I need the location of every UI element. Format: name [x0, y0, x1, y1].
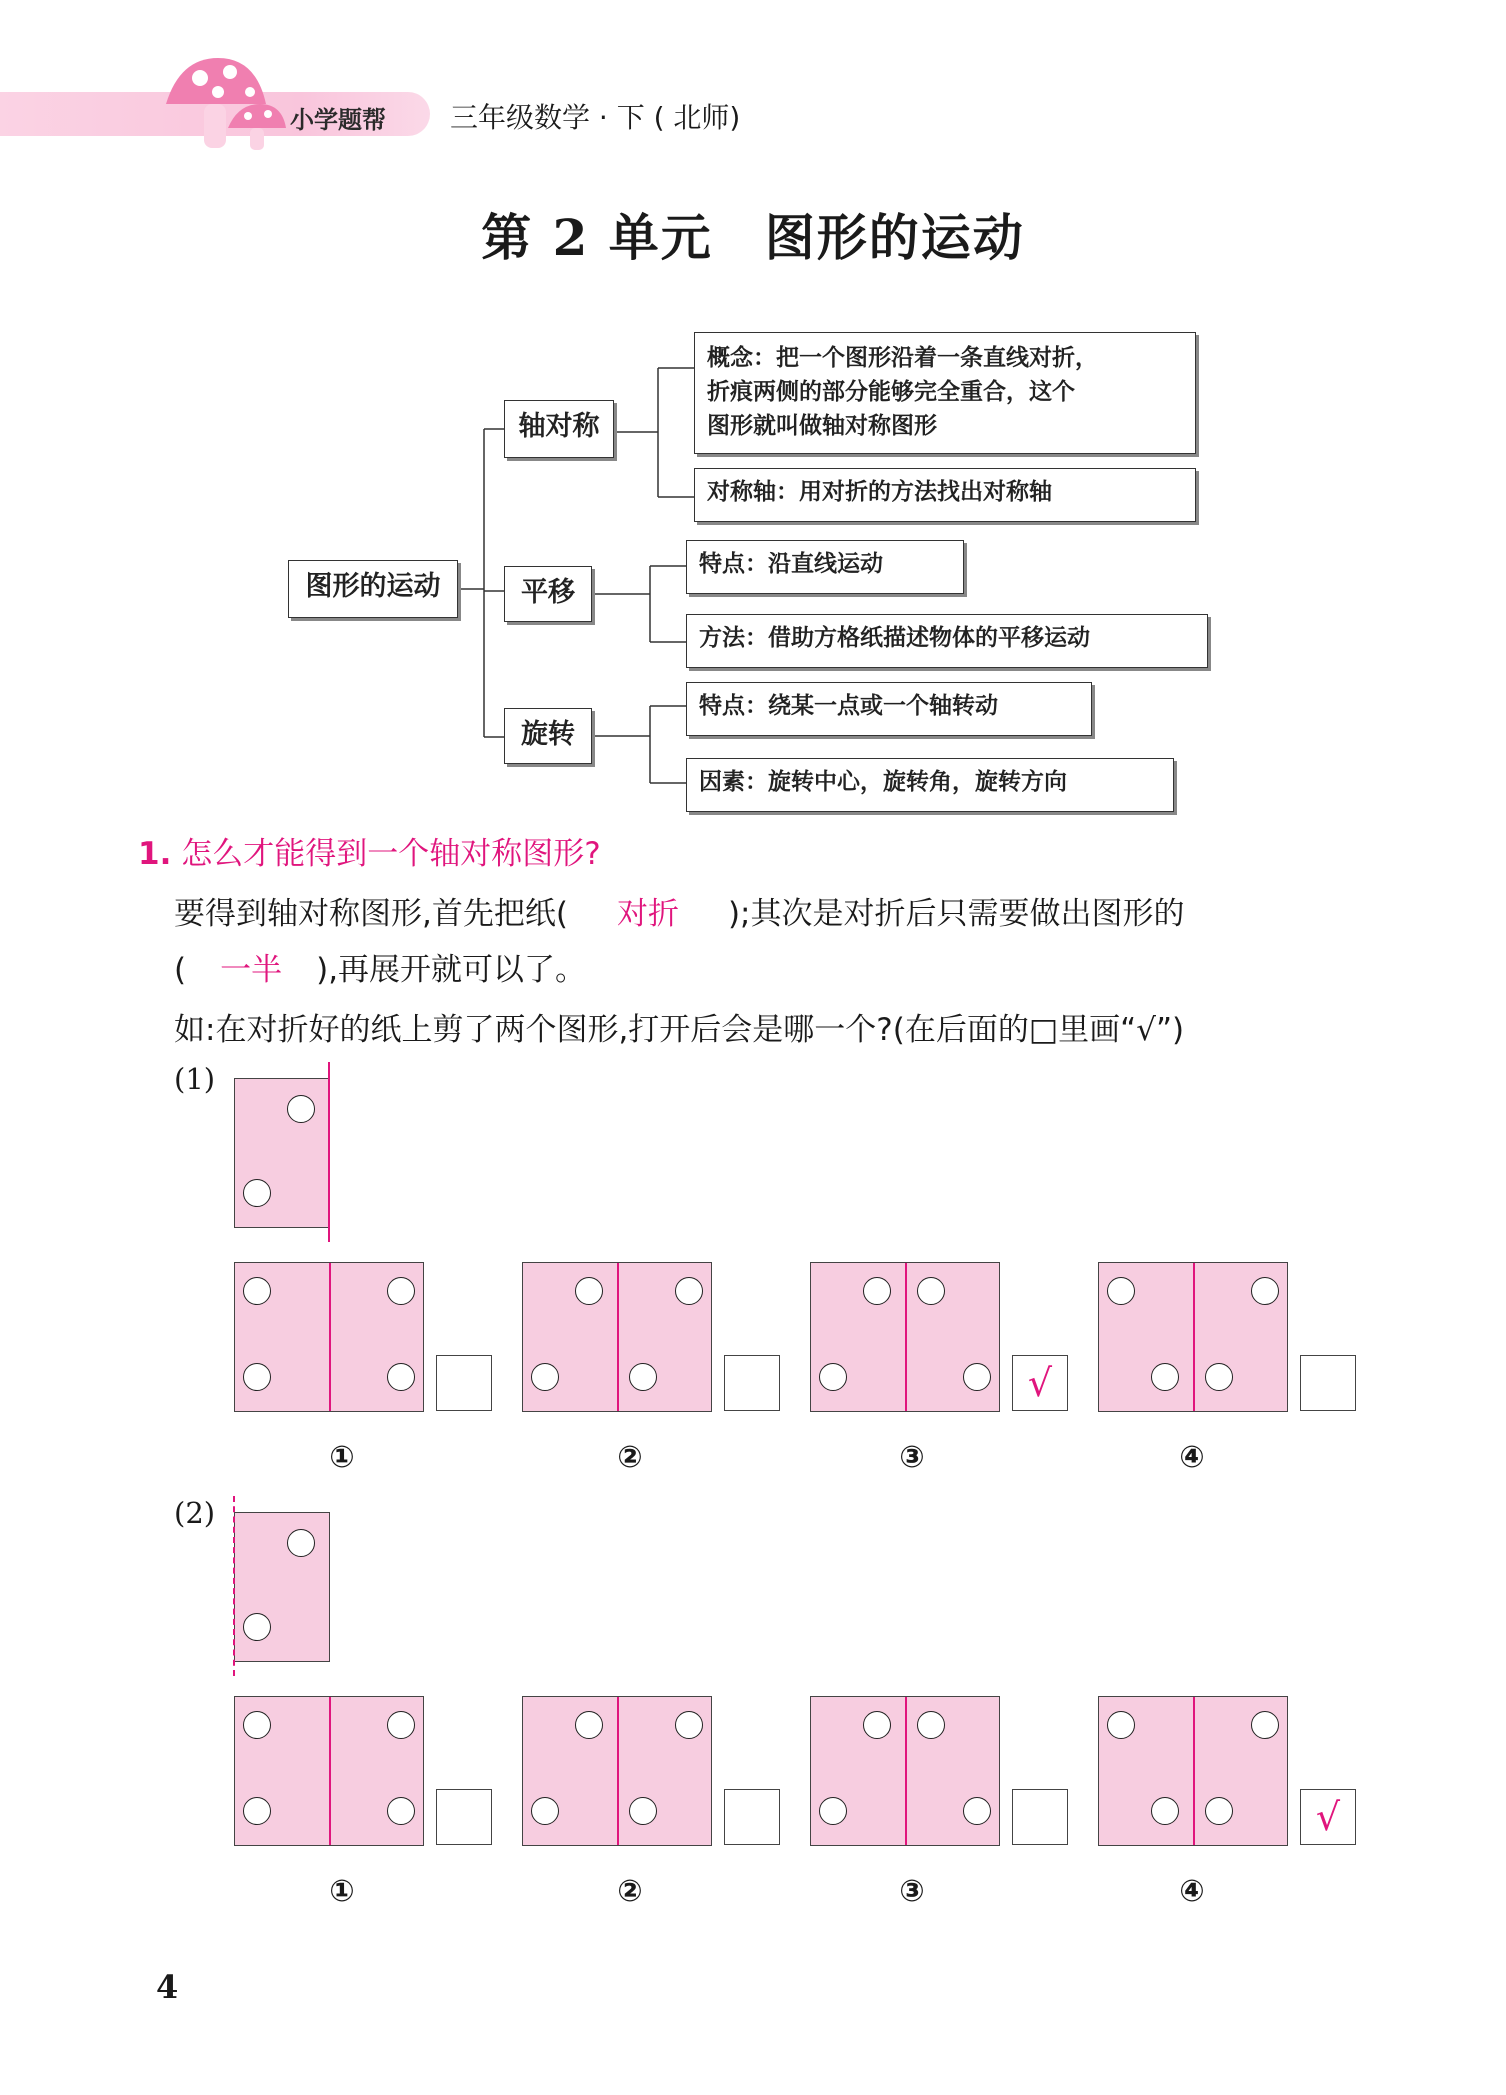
fold-line — [329, 1263, 331, 1411]
fold-line — [1193, 1263, 1195, 1411]
folded-paper-1 — [234, 1078, 330, 1228]
line1-part-a: 要得到轴对称图形,首先把纸( — [174, 896, 568, 932]
hole — [819, 1797, 847, 1825]
fold-line-1 — [328, 1062, 330, 1242]
hole — [629, 1363, 657, 1391]
part-1-label: (1) — [174, 1062, 216, 1096]
hole — [575, 1277, 603, 1305]
hole — [387, 1711, 415, 1739]
answer-box-1-3[interactable] — [1012, 1355, 1068, 1411]
page-number: 4 — [156, 1968, 179, 2006]
question-line-2 — [174, 944, 586, 989]
option-label-1: ① — [329, 1874, 355, 1909]
hole — [575, 1711, 603, 1739]
question-title: 怎么才能得到一个轴对称图形? — [181, 836, 601, 872]
hole — [1205, 1797, 1233, 1825]
brand-name: 小学题帮 — [290, 106, 386, 134]
hole — [819, 1363, 847, 1391]
line2-part-a: ( — [174, 952, 187, 988]
option-1-4 — [1098, 1262, 1288, 1412]
hole — [243, 1277, 271, 1305]
hole — [387, 1363, 415, 1391]
option-2-2 — [522, 1696, 712, 1846]
mindmap-branch-rotation: 旋转 — [504, 708, 592, 764]
question-line-1 — [174, 888, 1185, 933]
hole — [287, 1529, 315, 1557]
mindmap-leaf-rotation-factors: 因素：旋转中心，旋转角，旋转方向 — [686, 758, 1174, 812]
option-label-1: ① — [329, 1440, 355, 1475]
question-number: 1. — [138, 836, 172, 872]
hole — [963, 1797, 991, 1825]
option-1-3 — [810, 1262, 1000, 1412]
mindmap-branch-translation: 平移 — [504, 566, 592, 622]
hole — [917, 1711, 945, 1739]
fold-line — [329, 1697, 331, 1845]
hole — [387, 1797, 415, 1825]
hole — [243, 1179, 271, 1207]
hole — [1107, 1711, 1135, 1739]
fold-line — [1193, 1697, 1195, 1845]
answer-box-1-2[interactable] — [724, 1355, 780, 1411]
option-label-2: ② — [617, 1874, 643, 1909]
hole — [387, 1277, 415, 1305]
hole — [1251, 1711, 1279, 1739]
unit-title: 第 2 单元 图形的运动 — [481, 208, 1025, 267]
option-label-3: ③ — [899, 1440, 925, 1475]
mindmap-leaf-translation-feature: 特点：沿直线运动 — [686, 540, 964, 594]
hole — [1151, 1797, 1179, 1825]
hole — [1107, 1277, 1135, 1305]
hole — [963, 1363, 991, 1391]
part-2-label: (2) — [174, 1496, 216, 1530]
hole — [863, 1277, 891, 1305]
book-title: 三年级数学 · 下 ( 北师) — [450, 101, 741, 134]
hole — [243, 1363, 271, 1391]
mindmap-branch-axis-symmetry: 轴对称 — [504, 400, 614, 458]
option-2-4 — [1098, 1696, 1288, 1846]
mindmap-leaf-rotation-feature: 特点：绕某一点或一个轴转动 — [686, 682, 1092, 736]
hole — [917, 1277, 945, 1305]
question-line-3: 如:在对折好的纸上剪了两个图形,打开后会是哪一个?(在后面的□里画“√”) — [174, 1012, 1185, 1048]
line1-part-b: );其次是对折后只需要做出图形的 — [727, 896, 1185, 932]
check-mark: √ — [1027, 1361, 1053, 1405]
answer-box-2-2[interactable] — [724, 1789, 780, 1845]
answer-half: 一半 — [220, 952, 283, 988]
option-label-2: ② — [617, 1440, 643, 1475]
fold-line — [617, 1697, 619, 1845]
hole — [675, 1711, 703, 1739]
hole — [531, 1363, 559, 1391]
line2-part-b: ),再展开就可以了。 — [316, 952, 587, 988]
hole — [863, 1711, 891, 1739]
option-2-3 — [810, 1696, 1000, 1846]
answer-box-2-4[interactable] — [1300, 1789, 1356, 1845]
fold-line-2 — [233, 1496, 235, 1676]
hole — [243, 1613, 271, 1641]
hole — [531, 1797, 559, 1825]
hole — [675, 1277, 703, 1305]
option-label-4: ④ — [1179, 1440, 1205, 1475]
answer-box-1-4[interactable] — [1300, 1355, 1356, 1411]
hole — [1151, 1363, 1179, 1391]
option-label-4: ④ — [1179, 1874, 1205, 1909]
hole — [1205, 1363, 1233, 1391]
folded-paper-2 — [234, 1512, 330, 1662]
answer-box-1-1[interactable] — [436, 1355, 492, 1411]
hole — [243, 1797, 271, 1825]
option-label-3: ③ — [899, 1874, 925, 1909]
option-1-1 — [234, 1262, 424, 1412]
mindmap-leaf-concept: 概念：把一个图形沿着一条直线对折， 折痕两侧的部分能够完全重合，这个 图形就叫做轴对称图形 — [694, 332, 1196, 454]
mindmap-leaf-symmetry-axis: 对称轴：用对折的方法找出对称轴 — [694, 468, 1196, 522]
mindmap-leaf-translation-method: 方法：借助方格纸描述物体的平移运动 — [686, 614, 1208, 668]
option-1-2 — [522, 1262, 712, 1412]
hole — [629, 1797, 657, 1825]
fold-line — [617, 1263, 619, 1411]
fold-line — [905, 1263, 907, 1411]
check-mark: √ — [1315, 1795, 1341, 1839]
question-1-heading — [138, 828, 601, 873]
hole — [1251, 1277, 1279, 1305]
answer-box-2-1[interactable] — [436, 1789, 492, 1845]
fold-line — [905, 1697, 907, 1845]
answer-fold: 对折 — [616, 896, 679, 932]
answer-box-2-3[interactable] — [1012, 1789, 1068, 1845]
mindmap-root: 图形的运动 — [288, 560, 458, 618]
hole — [287, 1095, 315, 1123]
hole — [243, 1711, 271, 1739]
option-2-1 — [234, 1696, 424, 1846]
